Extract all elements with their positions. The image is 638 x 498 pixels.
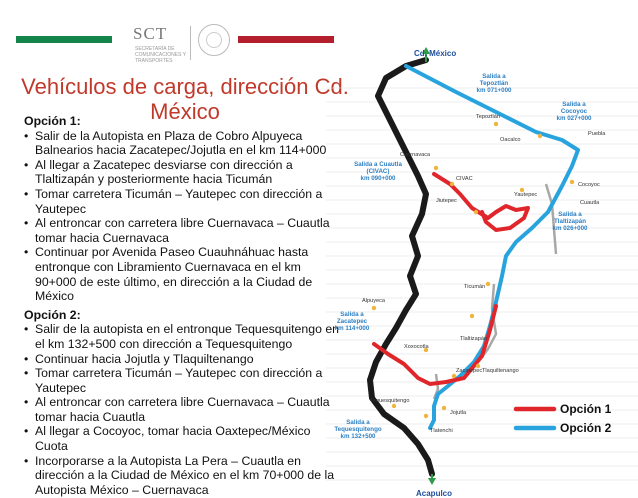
list-item: • Tomar carretera Ticumán – Yautepec con dirección a Yautepec (24, 366, 344, 395)
exit-tlaltizapan-line2: Tlaltizapán (554, 218, 586, 225)
place-yautepec: Yautepec (514, 192, 538, 198)
place-tepoztlan: Tepoztlán (476, 114, 500, 120)
main-highway (370, 60, 432, 474)
place-tlaquiltenango: Tlaquiltenango (482, 368, 519, 374)
cd-mexico-label: Cd. México (414, 49, 457, 58)
list-item: • Continuar por Avenida Paseo Cuauhnáhuac hasta entronque con Libramiento Cuernavaca en el km 90+000 de este último, en dirección a la Ciudad de México (24, 245, 344, 303)
list-item: • Salir de la Autopista en Plaza de Cobro Alpuyeca Balnearios hacia Zacatepec/Jojutla en el km 114+000 (24, 129, 344, 158)
exit-tlaltizapan-line1: Salida a (558, 211, 582, 218)
sct-logo-subtitle: SECRETARÍA DE COMUNICACIONES Y TRANSPORTES (135, 46, 186, 64)
list-item: • Al entroncar con carretera libre Cuernavaca – Cuautla tomar hacia Cuautla (24, 395, 344, 424)
place-cocoyoc: Cocoyoc (578, 182, 600, 188)
exit-tequesquitengo-line2: Tequesquitengo (334, 426, 382, 433)
list-item: • Al entroncar con carretera libre Cuernavaca – Cuautla tomar hacia Cuernavaca (24, 216, 344, 245)
exit-zacatepec-line2: Zacatepec (336, 318, 368, 325)
route-map (326, 44, 638, 498)
place-alpuyeca: Alpuyeca (362, 298, 386, 304)
exit-tequesquitengo-line3: km 132+500 (340, 433, 376, 440)
sct-logo-text: SCT (133, 24, 168, 43)
list-item: • Incorporarse a la Autopista La Pera – Cuautla en dirección a la Ciudad de México en el km 70+000 de la Autopista México – Cuernavaca (24, 454, 344, 498)
slide-title: Vehículos de carga, dirección Cd. México (21, 74, 349, 124)
place-cuernavaca: Cuernavaca (400, 152, 431, 158)
acapulco-label: Acapulco (416, 489, 453, 498)
exit-cocoyoc-line1: Salida a (562, 101, 586, 108)
exit-cocoyoc-line2: Cocoyoc (560, 108, 588, 115)
route-instructions (24, 114, 344, 497)
option2-heading: Opción 2: (24, 307, 81, 322)
place-tlaltizapan: Tlaltizapán (460, 336, 488, 342)
place-puebla: Puebla (588, 131, 606, 137)
place-jiutepec: Jiutepec (436, 198, 457, 204)
exit-cuautla-line2: (CIVAC) (366, 168, 390, 175)
legend-option2-label: Opción 2 (560, 421, 612, 435)
place-cuautla: Cuautla (580, 200, 600, 206)
option1-heading: Opción 1: (24, 114, 81, 128)
place-jojutla: Jojutla (450, 410, 467, 416)
list-item: • Salir de la autopista en el entronque Tequesquitengo en el km 132+500 con dirección a Tequesquitengo (24, 322, 344, 351)
place-zacatepec: Zacatepec (456, 368, 483, 374)
exit-zacatepec-line3: km 114+000 (334, 325, 370, 332)
option2-list (24, 322, 344, 497)
exit-cuautla-line1: Salida a Cuautla (354, 161, 402, 168)
exit-tepoztlan-line3: km 071+000 (476, 87, 512, 94)
list-item: • Continuar hacia Jojutla y Tlaquiltenango (24, 352, 344, 367)
exit-tepoztlan-line1: Salida a (482, 73, 506, 80)
list-item: • Al llegar a Zacatepec desviarse con dirección a Tlaltizapán y posteriormente hacia Ticumán (24, 158, 344, 187)
exit-cuautla-line3: km 090+000 (360, 175, 396, 182)
place-civac: CIVAC (456, 176, 473, 182)
logo-divider (190, 26, 191, 60)
place-oacalco: Oacalco (500, 137, 521, 143)
exit-tequesquitengo-line1: Salida a (346, 419, 370, 426)
acapulco-marker (416, 474, 452, 498)
exit-zacatepec-line1: Salida a (340, 311, 364, 318)
list-item: • Tomar carretera Ticumán – Yautepec con dirección a Yautepec (24, 187, 344, 216)
secondary-roads (434, 184, 556, 399)
exit-tepoztlan-line2: Tepoztlán (479, 80, 509, 87)
place-ticuman: Ticumán (464, 284, 486, 290)
header-red-stripe (238, 36, 334, 43)
place-tequesquitengo: Tequesquitengo (370, 398, 410, 404)
national-seal-icon (198, 24, 230, 56)
exit-tlaltizapan-line3: km 026+000 (552, 225, 588, 232)
legend-option1-label: Opción 1 (560, 402, 612, 416)
place-tlatenchi: Tlatenchi (430, 428, 453, 434)
sct-logo (118, 22, 233, 66)
map-legend (516, 402, 612, 435)
exit-cocoyoc-line3: km 027+000 (556, 115, 592, 122)
place-xoxocotla: Xoxocotla (404, 344, 429, 350)
list-item: • Al llegar a Cocoyoc, tomar hacia Oaxtepec/México Cuota (24, 424, 344, 453)
header-green-stripe (16, 36, 112, 43)
option1-list (24, 129, 344, 304)
